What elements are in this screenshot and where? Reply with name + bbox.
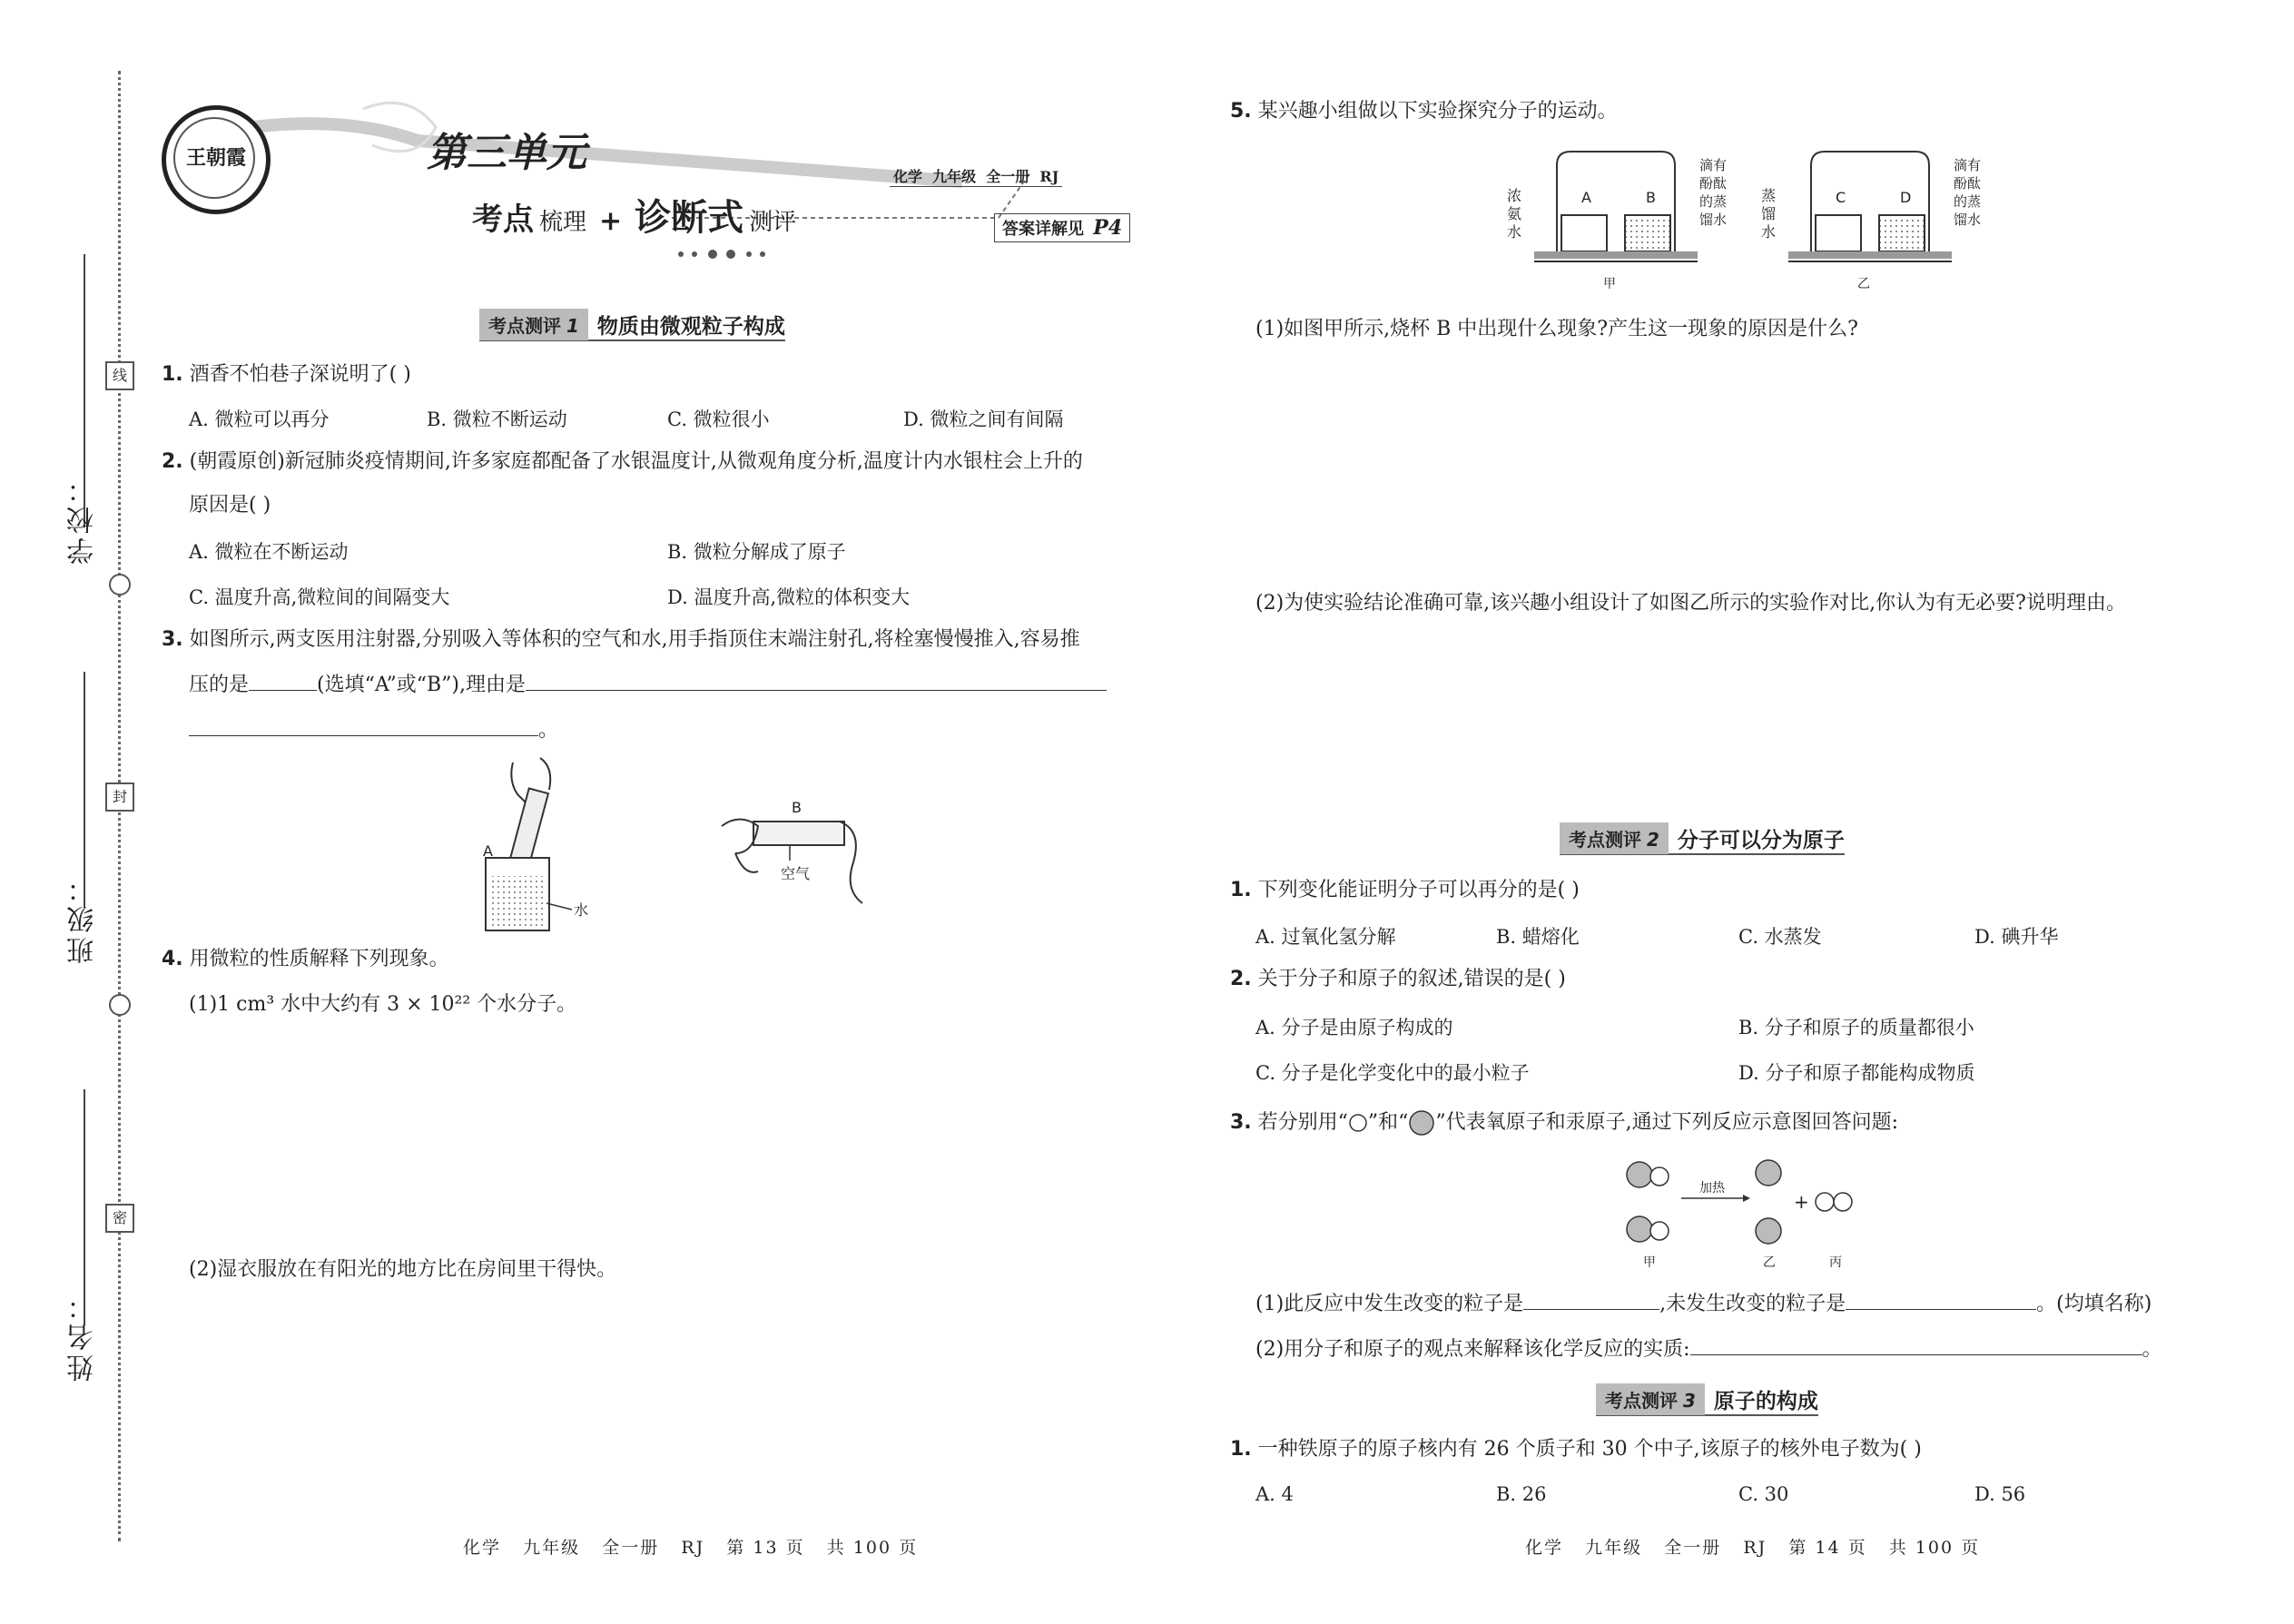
section-2-question-3-part-2: (2)用分子和原子的观点来解释该化学反应的实质: 。 — [1255, 1334, 2162, 1363]
section-tag: 考点测评 1 — [479, 309, 588, 340]
option: B. 26 — [1496, 1483, 1547, 1505]
option: A. 过氧化氢分解 — [1255, 926, 1396, 948]
beaker-bell-jar-illustration — [1525, 147, 1770, 292]
brand-logo — [162, 105, 271, 214]
syringe-figure-a — [463, 753, 608, 935]
option: C. 30 — [1738, 1483, 1789, 1505]
question-3-cont: 压的是 (选填“A”或“B”),理由是 — [189, 670, 1107, 699]
seal-mark-secret: 密 — [105, 1204, 134, 1233]
section-header-3 — [1596, 1383, 1818, 1416]
section-2-question-1: 1. 下列变化能证明分子可以再分的是( ) — [1230, 879, 1580, 901]
binding-hole — [109, 574, 131, 595]
option: B. 微粒分解成了原子 — [667, 541, 846, 563]
page-footer-right: 化学 九年级 全一册 RJ 第 14 页 共 100 页 — [1525, 1538, 1981, 1558]
section-title: 原子的构成 — [1713, 1389, 1818, 1413]
answer-blank[interactable] — [1523, 1289, 1659, 1310]
figure-label-a: A — [483, 842, 493, 860]
option: D. 分子和原子都能构成物质 — [1738, 1062, 1975, 1084]
answer-page: P4 — [1093, 216, 1123, 240]
subtitle-part: 梳理 — [539, 209, 587, 236]
section-title: 物质由微观粒子构成 — [596, 314, 785, 339]
reaction-plus: + — [1794, 1191, 1809, 1213]
subtitle-part: 考点 — [472, 202, 534, 238]
figure-label-water: 水 — [574, 901, 589, 919]
answer-blank[interactable] — [189, 715, 538, 736]
option: A. 微粒可以再分 — [189, 408, 330, 430]
figure-label-air: 空气 — [781, 865, 811, 882]
option: B. 分子和原子的质量都很小 — [1738, 1017, 1974, 1038]
question-1: 1. 酒香不怕巷子深说明了( ) — [162, 363, 411, 386]
reagent-label-ammonia: 浓 氨 水 — [1507, 187, 1522, 241]
experiment-figure-yi — [1761, 147, 2024, 292]
reactant-caption: 甲 — [1643, 1255, 1656, 1270]
question-3-cont: 。 — [189, 715, 558, 744]
beaker-label-c: C — [1836, 189, 1846, 206]
option: D. 微粒之间有间隔 — [903, 408, 1064, 430]
option: C. 微粒很小 — [667, 408, 770, 430]
option: B. 蜡熔化 — [1496, 926, 1580, 948]
product-caption: 乙 — [1763, 1255, 1776, 1270]
experiment-figure-jia — [1507, 147, 1770, 292]
page-footer-left: 化学 九年级 全一册 RJ 第 13 页 共 100 页 — [463, 1538, 919, 1558]
question-2: 2. (朝霞原创)新冠肺炎疫情期间,许多家庭都配备了水银温度计,从微观角度分析,温度计内水银柱会上升的 — [162, 450, 1083, 473]
reagent-label-distilled-water: 蒸 馏 水 — [1761, 187, 1777, 241]
question-5-part-1: (1)如图甲所示,烧杯 B 中出现什么现象?产生这一现象的原因是什么? — [1255, 318, 1858, 340]
class-label: 班级： — [67, 871, 99, 964]
section-title: 分子可以分为原子 — [1677, 828, 1845, 852]
name-label: 姓名： — [67, 1289, 99, 1382]
subtitle-part: 诊断式 — [635, 197, 744, 239]
figure-caption-yi: 乙 — [1857, 277, 1870, 291]
beaker-label-b: B — [1646, 189, 1656, 206]
subtitle-part: 测评 — [749, 209, 797, 236]
section-2-question-2: 2. 关于分子和原子的叙述,错误的是( ) — [1230, 968, 1566, 990]
unit-header — [145, 54, 1162, 290]
option: D. 温度升高,微粒的体积变大 — [667, 586, 911, 608]
reaction-molecule-illustration — [1616, 1153, 1888, 1271]
question-4-part-2: (2)湿衣服放在有阳光的地方比在房间里干得快。 — [189, 1258, 617, 1281]
option: C. 温度升高,微粒间的间隔变大 — [189, 586, 450, 608]
question-2-cont: 原因是( ) — [189, 494, 271, 517]
answer-reference — [994, 213, 1130, 242]
school-label: 学校： — [67, 472, 99, 565]
header-subtitle — [472, 189, 796, 241]
brand-logo-text: 王朝霞 — [185, 146, 246, 170]
subtitle-plus: + — [599, 205, 623, 237]
section-3-question-1: 1. 一种铁原子的原子核内有 26 个质子和 30 个中子,该原子的核外电子数为( ) — [1230, 1438, 1922, 1461]
option: A. 分子是由原子构成的 — [1255, 1017, 1453, 1038]
option: D. 碘升华 — [1974, 926, 2059, 948]
option: C. 水蒸发 — [1738, 926, 1822, 948]
question-4: 4. 用微粒的性质解释下列现象。 — [162, 948, 449, 970]
section-2-question-3: 3. 若分别用“ ”和“ ”代表氧原子和汞原子,通过下列反应示意图回答问题: — [1230, 1109, 1898, 1137]
answer-blank[interactable] — [1846, 1289, 2036, 1310]
option: A. 微粒在不断运动 — [189, 541, 349, 563]
syringe-figure-b — [717, 790, 871, 908]
answer-blank[interactable] — [249, 670, 317, 691]
option: B. 微粒不断运动 — [427, 408, 567, 430]
question-3: 3. 如图所示,两支医用注射器,分别吸入等体积的空气和水,用手指顶住末端注射孔,将栓塞慢慢推入,容易推 — [162, 628, 1080, 651]
seal-mark-seal: 封 — [105, 782, 134, 812]
figure-caption-jia: 甲 — [1603, 277, 1616, 291]
answer-blank[interactable] — [526, 670, 1107, 691]
question-5-part-2: (2)为使实验结论准确可靠,该兴趣小组设计了如图乙所示的实验作对比,你认为有无必要?说明理由。 — [1255, 592, 2126, 615]
seal-mark-line: 线 — [105, 361, 134, 390]
option: A. 4 — [1255, 1483, 1294, 1505]
section-header-1 — [479, 309, 785, 341]
section-2-question-3-part-1: (1)此反应中发生改变的粒子是 ,未发生改变的粒子是 。(均填名称) — [1255, 1289, 2151, 1318]
course-meta: 化学 九年级 全一册 RJ — [890, 165, 1062, 187]
reaction-condition: 加热 — [1699, 1181, 1725, 1196]
section-tag: 考点测评 3 — [1596, 1383, 1705, 1415]
product-caption: 丙 — [1829, 1255, 1842, 1270]
reaction-diagram — [1616, 1153, 1888, 1271]
question-5: 5. 某兴趣小组做以下实验探究分子的运动。 — [1230, 100, 1618, 123]
mercury-atom-icon — [1408, 1109, 1435, 1137]
beaker-bell-jar-illustration — [1779, 147, 2024, 292]
option: D. 56 — [1974, 1483, 2026, 1505]
unit-title: 第三单元 — [427, 130, 586, 176]
beaker-label-a: A — [1581, 189, 1591, 206]
option: C. 分子是化学变化中的最小粒子 — [1255, 1062, 1530, 1084]
answer-reference-text: 答案详解见 — [1002, 220, 1084, 239]
section-tag: 考点测评 2 — [1560, 822, 1669, 854]
question-4-part-1: (1)1 cm³ 水中大约有 3 × 10²² 个水分子。 — [189, 993, 577, 1016]
binding-hole — [109, 994, 131, 1016]
answer-blank[interactable] — [1690, 1334, 2142, 1355]
section-header-2 — [1560, 822, 1845, 855]
beaker-label-d: D — [1900, 189, 1912, 206]
reagent-label-phenolphthalein: 滴有 酚酞 的蒸 馏水 — [1699, 157, 1728, 228]
reagent-label-phenolphthalein: 滴有 酚酞 的蒸 馏水 — [1954, 157, 1982, 228]
figure-label-b: B — [792, 799, 802, 816]
oxygen-atom-icon — [1348, 1113, 1368, 1133]
